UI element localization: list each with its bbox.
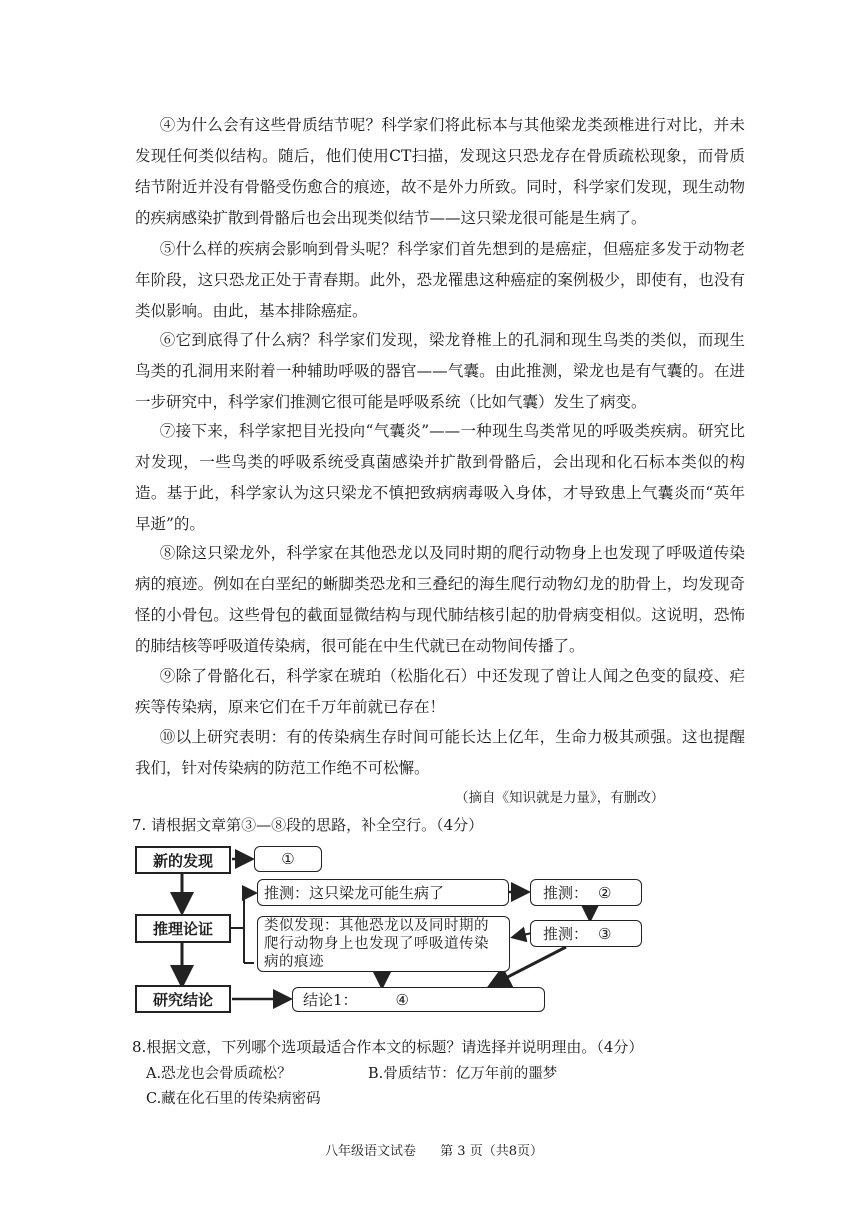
conclusion-head-box: 研究结论 [135,985,231,1013]
similar-discovery-text: 类似发现：其他恐龙以及同时期的爬行动物身上也发现了呼吸道传染病的痕迹 [264,918,489,970]
source-citation: （摘自《知识就是力量》，有删改） [455,790,665,806]
reasoning-box: 推理论证 [135,914,231,943]
footer-page-number: 第 3 页（共8页） [440,1144,543,1159]
paragraph-4: ④为什么会有这些骨质结节呢？科学家们将此标本与其他梁龙类颈椎进行对比，并未发现任何类似结构。随后，他们使用CT扫描，发现这只恐龙存在骨质疏松现象，而骨质结节附近并没有骨骼受伤愈合的痕迹，故不是外力所致。同时，科学家们发现，现生动物的疾病感染扩散到骨骼后也会出现类似结节——这只梁龙很可能是生病了。 [135,116,745,227]
guess-1-box: 推测：这只梁龙可能生病了 [257,879,509,906]
blank-2-marker: ② [598,883,612,902]
guess-2-box [530,879,642,906]
paragraph-6: ⑥它到底得了什么病？科学家们发现，梁龙脊椎上的孔洞和现生鸟类的类似，而现生鸟类的孔洞用来附着一种辅助呼吸的器官——气囊。由此推测，梁龙也是有气囊的。在进一步研究中，科学家们推测它很可能是呼吸系统（比如气囊）发生了病变。 [135,331,745,411]
question-8: 8.根据文意，下列哪个选项最适合作本文的标题？请选择并说明理由。（4分） [132,1038,644,1056]
paragraph-5: ⑤什么样的疾病会影响到骨头呢？科学家们首先想到的是癌症，但癌症多发于动物老年阶段，这只恐龙正处于青春期。此外，恐龙罹患这种癌症的案例极少，即使有，也没有类似影响。由此，基本排除癌症。 [135,240,745,320]
new-discovery-box: 新的发现 [135,846,231,874]
similar-discovery-box [257,916,510,972]
paragraph-8: ⑧除这只梁龙外，科学家在其他恐龙以及同时期的爬行动物身上也发现了呼吸道传染病的痕迹。例如在白垩纪的蜥脚类恐龙和三叠纪的海生爬行动物幻龙的肋骨上，均发现奇怪的小骨包。这些骨包的截面显微结构与现代肺结核引起的肋骨病变相似。这说明，恐怖的肺结核等呼吸道传染病，很可能在中生代就已在动物间传播了。 [135,544,745,655]
blank-3-marker: ③ [598,924,612,943]
guess-3-box [530,920,642,947]
option-c: C.藏在化石里的传染病密码 [146,1091,321,1107]
blank-4-marker: ④ [395,990,409,1009]
guess-3-label: 推测： [543,925,589,943]
paragraph-9: ⑨除了骨骼化石，科学家在琥珀（松脂化石）中还发现了曾让人闻之色变的鼠疫、疟疾等传染病，原来它们在千万年前就已存在！ [135,667,745,716]
conclusion-1-box [292,987,545,1012]
option-b: B.骨质结节：亿万年前的噩梦 [368,1066,558,1082]
blank-1-marker: ① [281,850,295,868]
guess-2-label: 推测： [543,884,589,902]
blank-1-box [254,846,322,872]
paragraph-10: ⑩以上研究表明：有的传染病生存时间可能长达上亿年，生命力极其顽强。这也提醒我们，针对传染病的防范工作绝不可松懈。 [135,728,745,777]
conclusion-1-label: 结论1： [303,991,358,1009]
question-7: 7. 请根据文章第③—⑧段的思路，补全空行。（4分） [132,816,484,834]
page-footer [0,1140,868,1159]
footer-subject: 八年级语文试卷 [325,1144,417,1159]
option-a: A.恐龙也会骨质疏松？ [146,1066,292,1082]
paragraph-7: ⑦接下来，科学家把目光投向“气囊炎”——一种现生鸟类常见的呼吸类疾病。研究比对发现，一些鸟类的呼吸系统受真菌感染并扩散到骨骼后，会出现和化石标本类似的构造。基于此，科学家认为这只梁龙不慎把致病病毒吸入身体，才导致患上气囊炎而“英年早逝”的。 [135,422,745,533]
